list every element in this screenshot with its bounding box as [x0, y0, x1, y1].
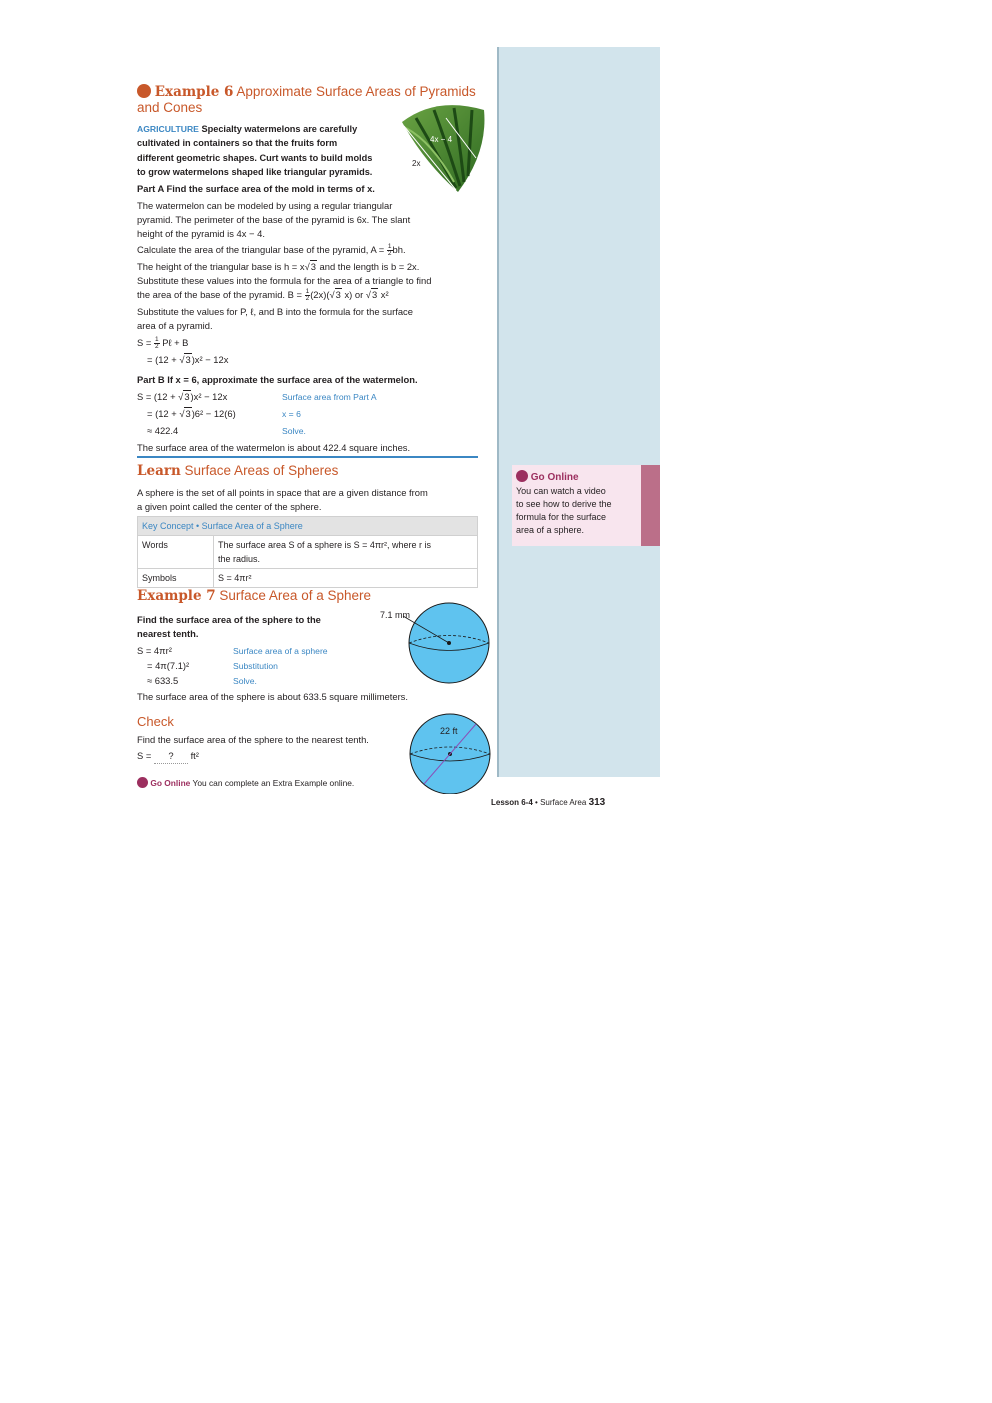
partA-line: pyramid. The perimeter of the base of the pyramid is 6x. The slant — [137, 214, 411, 225]
example7-prompt-line: Find the surface area of the sphere to the — [137, 614, 321, 625]
sidebar-go-online-label[interactable]: Go Online — [530, 472, 579, 483]
subst-line1: Substitute these values into the formula for the area of a triangle to find — [137, 275, 432, 286]
partA-text — [137, 199, 482, 241]
sidebar-go-online-line: area of a sphere. — [516, 525, 585, 535]
equation-2: = (12 + √3)x² − 12x — [147, 354, 229, 365]
subst-mid: (2x)( — [310, 289, 330, 300]
footer-topic: Surface Area — [540, 798, 587, 807]
example7-row: ≈ 633.5 — [147, 675, 179, 686]
partA-heading: Part A Find the surface area of the mold in terms of x. — [137, 183, 375, 194]
eq1-fraction: $\frac{1}{2}$ — [154, 335, 159, 351]
intro-line: different geometric shapes. Curt wants to build molds — [137, 152, 373, 163]
partB-note: Surface area from Part A — [282, 392, 377, 402]
key-concept-table — [137, 516, 478, 588]
words-label: Words — [138, 536, 214, 569]
example7-note: Substitution — [233, 661, 278, 671]
subst-line2: the area of the base of the pyramid. B = $\frac{1}{2}$ (2x)(√3 x) or √3 x² — [137, 287, 389, 303]
example6-title: Approximate Surface Areas of Pyramids — [236, 84, 476, 99]
base-label: 2x — [412, 159, 421, 168]
example7-row: S = 4πr² — [137, 645, 172, 656]
eq1-pre: S = — [137, 337, 152, 348]
height-line-end: and the length is b = 2x. — [316, 261, 420, 272]
section-divider — [137, 456, 478, 458]
intro-line: cultivated in containers so that the fruits form — [137, 138, 338, 149]
words-text-line: The surface area S of a sphere is S = 4πr², where r is — [218, 540, 432, 550]
partB-row: ≈ 422.4 — [147, 425, 179, 436]
sidebar-go-online-box[interactable] — [512, 465, 658, 546]
example7-prompt-line: nearest tenth. — [137, 628, 199, 639]
radius-label: 7.1 mm — [380, 610, 411, 620]
example7-note: Surface area of a sphere — [233, 646, 328, 656]
calc-line — [137, 243, 482, 258]
learn-heading — [137, 463, 482, 479]
diameter-label: 22 ft — [440, 726, 458, 736]
footer-separator: • — [535, 798, 538, 807]
example7-title: Surface Area of a Sphere — [219, 588, 371, 603]
eq2-post: )x² − 12x — [191, 354, 229, 365]
sidebar-go-online-line: formula for the surface — [516, 512, 607, 522]
symbols-label: Symbols — [138, 569, 214, 588]
sqrt-value: 3 — [310, 261, 316, 272]
sidebar-go-online-line: You can watch a video — [516, 486, 606, 496]
sphere-22ft-figure — [404, 712, 496, 794]
globe-icon — [137, 84, 151, 98]
formula-line: Substitute the values for P, ℓ, and B into the formula for the surface — [137, 306, 413, 317]
lesson-label: Lesson 6-4 — [491, 798, 533, 807]
partB-note: x = 6 — [282, 409, 301, 419]
subst-mid2: x) or — [341, 289, 364, 300]
key-concept-heading: Key Concept • Surface Area of a Sphere — [138, 517, 478, 536]
symbols-text: S = 4πr² — [214, 569, 478, 588]
subst-end: x² — [378, 289, 389, 300]
example7-note: Solve. — [233, 676, 257, 686]
partA-line: The watermelon can be modeled by using a regular triangular — [137, 200, 393, 211]
example7-label: Example 7 — [137, 588, 216, 604]
words-text — [214, 536, 478, 569]
partB-row: = (12 + √3)6² − 12(6) — [147, 408, 236, 419]
learn-label: Learn — [137, 463, 181, 479]
words-text-line: the radius. — [218, 554, 261, 564]
footer-go-online-label[interactable]: Go Online — [150, 778, 191, 788]
cursor-icon — [137, 777, 148, 788]
calc-line-text: Calculate the area of the triangular base of the pyramid, A = — [137, 244, 385, 255]
equation-1 — [137, 336, 188, 351]
eq2-pre: = (12 + — [147, 354, 177, 365]
example7-row: = 4π(7.1)² — [147, 660, 190, 671]
check-prompt: Find the surface area of the sphere to the nearest tenth. — [137, 734, 369, 745]
calc-line-end: bh. — [392, 244, 406, 255]
half-fraction: $\frac{1}{2}$ — [305, 287, 310, 303]
sqrt-value: 3 — [371, 289, 378, 300]
intro-line: to grow watermelons shaped like triangular pyramids. — [137, 166, 373, 177]
learn-text — [137, 486, 482, 514]
example7-conclusion: The surface area of the sphere is about 633.5 square millimeters. — [137, 691, 408, 702]
height-line-text: The height of the triangular base is h = x — [137, 261, 305, 272]
example7-prompt — [137, 613, 397, 641]
check-heading: Check — [137, 714, 174, 729]
check-answer[interactable] — [137, 749, 199, 764]
half-fraction: $\frac{1}{2}$ — [387, 242, 392, 258]
height-line: The height of the triangular base is h = x√3 and the length is b = 2x. — [137, 261, 420, 272]
intro-line: Specialty watermelons are carefully — [201, 124, 358, 134]
eq1-post: Pℓ + B — [162, 337, 189, 348]
cursor-icon — [516, 470, 528, 482]
sidebar-go-online-line: to see how to derive the — [516, 499, 612, 509]
answer-prefix: S = — [137, 750, 152, 761]
page-footer — [491, 796, 605, 810]
partB-note: Solve. — [282, 426, 306, 436]
sqrt-value: 3 — [185, 354, 191, 365]
sphere-7mm-figure — [378, 600, 494, 688]
learn-line: a given point called the center of the sphere. — [137, 501, 322, 512]
partB-row: S = (12 + √3)x² − 12x — [137, 391, 228, 402]
footer-go-online-text: You can complete an Extra Example online. — [192, 778, 355, 788]
page-number: 313 — [588, 797, 606, 808]
sqrt-value: 3 — [335, 289, 341, 300]
formula-text — [137, 305, 482, 333]
agriculture-tag: AGRICULTURE — [137, 124, 199, 134]
example6-label: Example 6 — [154, 84, 234, 100]
right-sidebar — [497, 47, 660, 777]
example6-intro — [137, 122, 407, 179]
subst-text: the area of the base of the pyramid. B = — [137, 289, 302, 300]
example6-conclusion: The surface area of the watermelon is about 422.4 square inches. — [137, 442, 411, 453]
example6-title-cont: and Cones — [137, 100, 203, 115]
sidebar-go-online-strip — [641, 465, 660, 546]
learn-line: A sphere is the set of all points in space that are a given distance from — [137, 487, 428, 498]
footer-go-online[interactable] — [137, 776, 354, 790]
learn-title: Surface Areas of Spheres — [184, 463, 339, 478]
answer-blank[interactable]: ? — [154, 749, 188, 764]
partA-line: height of the pyramid is 4x − 4. — [137, 228, 265, 239]
answer-unit: ft² — [190, 750, 199, 761]
formula-line: area of a pyramid. — [137, 320, 213, 331]
slant-label: 4x − 4 — [430, 135, 453, 144]
partB-heading: Part B If x = 6, approximate the surface area of the watermelon. — [137, 374, 418, 385]
